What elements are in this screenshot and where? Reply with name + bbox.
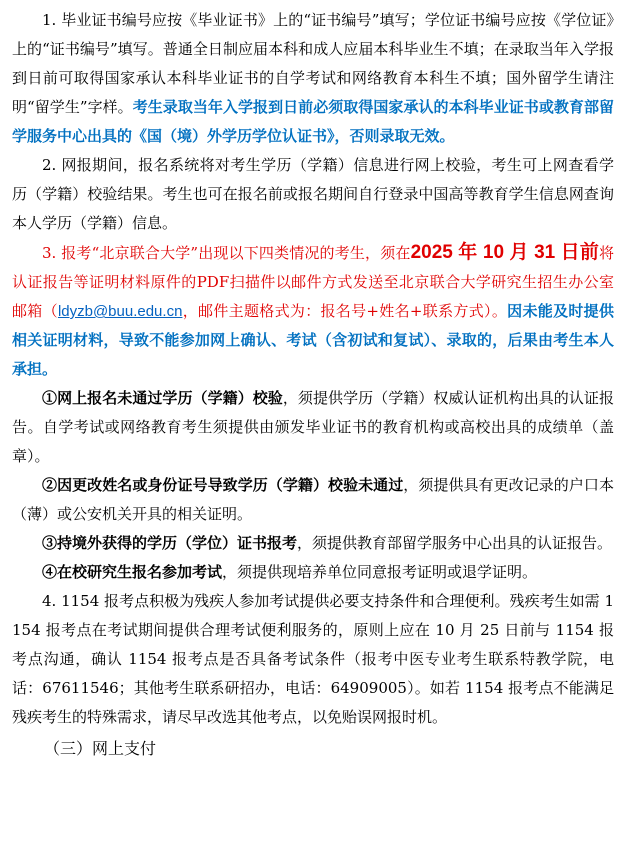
item-body: ，须提供学历（学籍）权威认证机构出具的认证报告。自学考试或网络教育考生须提供由颁发毕业证书的教育机构或高校出具的成绩单（盖章）。 [12,389,614,465]
item-title: 在校研究生报名参加考试 [57,563,223,581]
paragraph-disability-support [12,587,614,732]
paragraph-certificate-numbers [12,6,614,151]
admission-validity-notice: 考生录取当年入学报到日前必须取得国家承认的本科毕业证书或教育部留学服务中心出具的《国（境）外学历学位认证书》，否则录取无效。 [12,98,614,145]
item-body: ，须提供教育部留学服务中心出具的认证报告。 [297,534,613,552]
list-item [12,529,614,558]
certificate-number-instructions: 1. 毕业证书编号应按《毕业证书》上的“证书编号”填写；学位证书编号应按《学位证》上的“证书编号”填写。普通全日制应届本科和成人应届本科毕业生不填；在录取当年入学报到日前可取得国家承认本科毕业证书的自学考试和网络教育本科生不填；国外留学生请注明“留学生”字样。 [12,11,614,116]
disability-support-text: 4. 1154 报考点积极为残疾人参加考试提供必要支持条件和合理便利。残疾考生如需 1154 报考点在考试期间提供合理考试便利服务的，原则上应在 10 月 25 日前与 1154 报考点沟通，确认 1154 报考点是否具备考试条件（报考中医专业考生联系特教学院，电话：67611546；其他考生联系研招办，电话：64909005）。如若 1154 报考点不能满足残疾考生的特殊需求，请尽早改选其他考点，以免贻误网报时机。 [12,592,614,726]
item-body: ，须提供具有更改记录的户口本（薄）或公安机关开具的相关证明。 [12,476,614,523]
submission-method: 将认证报告等证明材料原件的PDF扫描件以邮件方式发送至北京联合大学研究生招生办公室邮箱（ [12,244,614,320]
section-heading-online-payment: （三）网上支付 [44,739,157,758]
list-item [12,384,614,471]
materials-intro: 3. 报考“北京联合大学”出现以下四类情况的考生，须在 [42,244,411,262]
admissions-email-link[interactable]: ldyzb@buu.edu.cn [57,303,183,320]
item-marker: ② [42,476,58,494]
item-title: 网上报名未通过学历（学籍）校验 [57,389,283,407]
item-title: 因更改姓名或身份证号导致学历（学籍）校验未通过 [57,476,404,494]
item-title: 持境外获得的学历（学位）证书报考 [57,534,298,552]
item-body: ，须提供现培养单位同意报考证明或退学证明。 [222,563,538,581]
item-marker: ④ [42,563,58,581]
consequence-warning: 因未能及时提供相关证明材料，导致不能参加网上确认、考试（含初试和复试）、录取的，后果由考生本人承担。 [12,302,614,378]
item-marker: ① [42,389,58,407]
paragraph-supporting-materials [12,238,614,384]
list-item [12,471,614,529]
item-marker: ③ [42,534,58,552]
list-item [12,558,614,587]
submission-deadline: 2025 年 10 月 31 日前 [410,242,599,263]
email-subject-format: ，邮件主题格式为：报名号+姓名+联系方式）。 [182,302,508,320]
paragraph-online-verification [12,151,614,238]
online-verification-text: 2. 网报期间，报名系统将对考生学历（学籍）信息进行网上校验，考生可上网查看学历（学籍）校验结果。考生也可在报名前或报名期间自行登录中国高等教育学生信息网查询本人学历（学籍）信息。 [12,156,614,232]
